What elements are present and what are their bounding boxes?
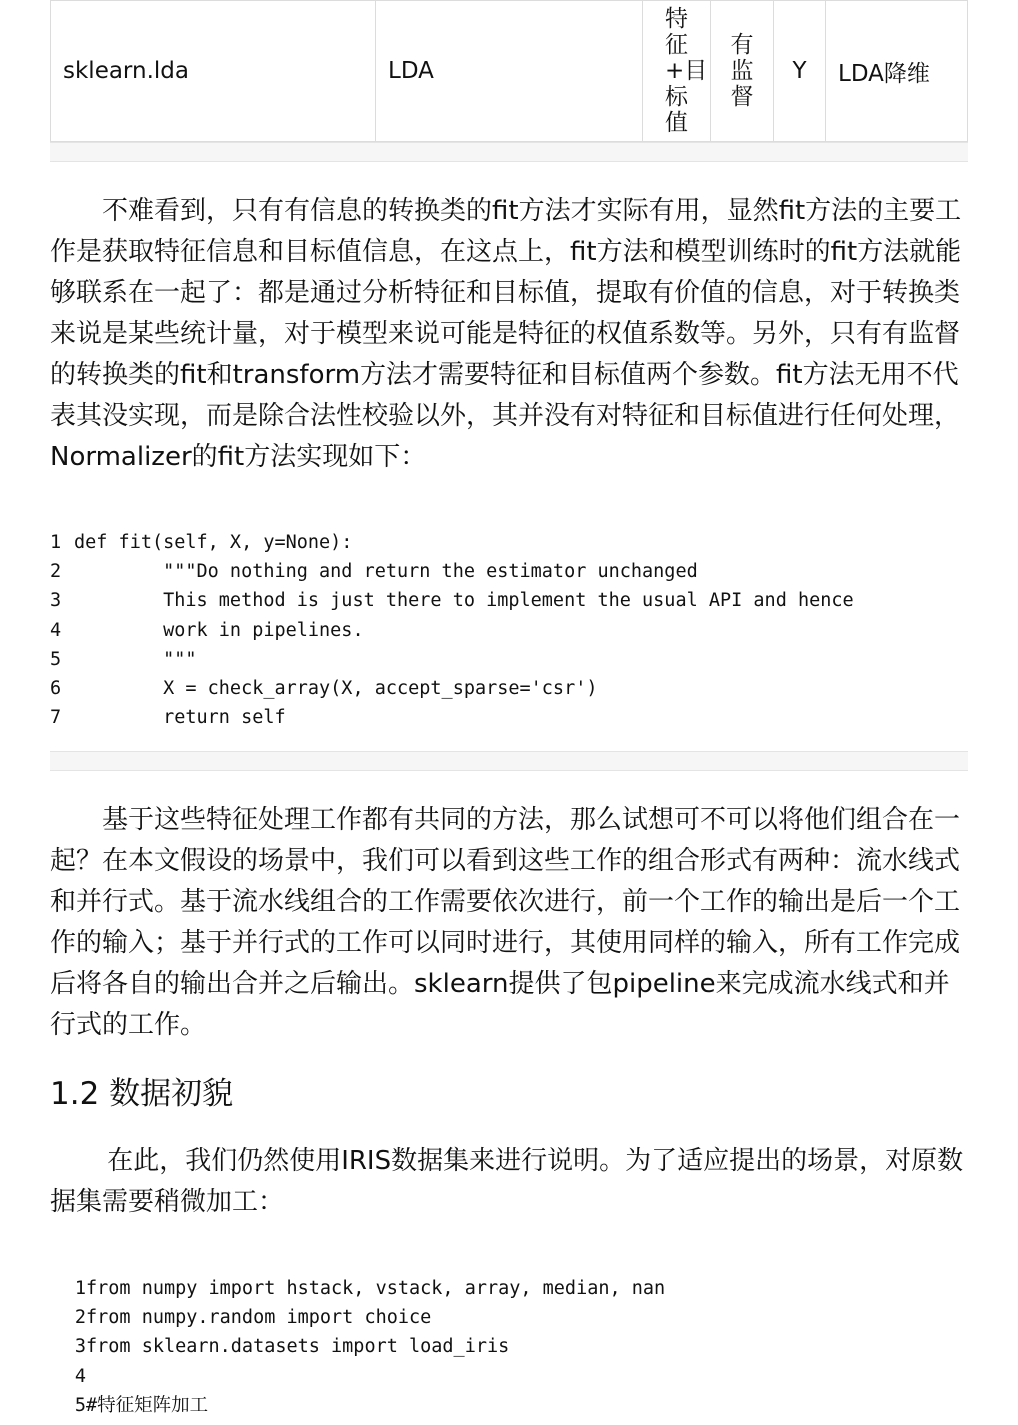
cell-flag: Y <box>774 1 826 142</box>
code-text: """ <box>74 648 197 670</box>
code-line <box>50 1274 968 1303</box>
section-divider <box>50 751 968 771</box>
table-row <box>51 1 968 142</box>
code-text: return self <box>74 707 286 729</box>
cell-param-text: 特征+目标值 <box>665 6 708 136</box>
code-line <box>50 1391 968 1420</box>
cell-description: LDA降维 <box>826 1 968 142</box>
cell-supervised <box>711 1 774 142</box>
code-line <box>50 1303 968 1332</box>
line-number: 5 <box>74 1394 86 1416</box>
line-number: 3 <box>74 1336 86 1358</box>
cell-class: LDA <box>376 1 643 142</box>
code-line <box>50 1332 968 1361</box>
line-number: 4 <box>50 619 62 641</box>
code-text: X = check_array(X, accept_sparse='csr') <box>74 677 598 699</box>
body-paragraph: 在此，我们仍然使用IRIS数据集来进行说明。为了适应提出的场景，对原数据集需要稍微加工： <box>50 1146 964 1217</box>
code-text: from numpy import hstack, vstack, array, median, nan <box>86 1278 666 1299</box>
code-line <box>50 1362 968 1391</box>
cell-module: sklearn.lda <box>51 1 376 142</box>
line-number: 6 <box>50 677 62 699</box>
code-line <box>50 674 968 703</box>
feature-table-grid <box>50 0 968 142</box>
line-number: 5 <box>50 648 62 670</box>
code-line <box>50 616 968 645</box>
cell-supervised-text: 有监督 <box>730 32 754 110</box>
code-line <box>50 703 968 732</box>
code-text: """Do nothing and return the estimator unchanged <box>74 561 698 583</box>
feature-table <box>50 0 968 142</box>
line-number: 3 <box>50 590 62 612</box>
section-divider <box>50 142 968 162</box>
code-text: def fit(self, X, y=None): <box>74 532 353 553</box>
body-paragraph: 基于这些特征处理工作都有共同的方法，那么试想可不可以将他们组合在一起？在本文假设的场景中，我们可以看到这些工作的组合形式有两种：流水线式和并行式。基于流水线组合的工作需要依次进行，前一个工作的输出是后一个工作的输入；基于并行式的工作可以同时进行，其使用同样的输入，所有工作完成后将各自的输出合并之后输出。sklearn提供了包pipeline来完成流水线式和并行式的工作。 <box>50 805 961 1040</box>
line-number: 2 <box>50 561 62 583</box>
code-text: from sklearn.datasets import load_iris <box>86 1336 510 1358</box>
line-number: 4 <box>74 1365 86 1387</box>
code-line <box>50 586 968 615</box>
code-line <box>50 645 968 674</box>
code-line <box>50 528 968 557</box>
code-text: This method is just there to implement the usual API and hence <box>74 590 854 612</box>
body-paragraph: 不难看到，只有有信息的转换类的fit方法才实际有用，显然fit方法的主要工作是获取特征信息和目标值信息，在这点上，fit方法和模型训练时的fit方法就能够联系在一起了：都是通过分析特征和目标值，提取有价值的信息，对于转换类来说是某些统计量，对于模型来说可能是特征的权值系数等。另外，只有有监督的转换类的fit和transform方法才需要特征和目标值两个参数。fit方法无用不代表其没实现，而是除合法性校验以外，其并没有对特征和目标值进行任何处理，Normalizer的fit方法实现如下： <box>50 196 962 472</box>
line-number: 1 <box>50 532 62 553</box>
cell-param <box>643 1 711 142</box>
code-block-iris <box>50 1274 968 1420</box>
code-text: from numpy.random import choice <box>86 1307 432 1329</box>
line-number: 1 <box>74 1278 86 1299</box>
code-block-fit <box>50 528 968 732</box>
code-text: #特征矩阵加工 <box>86 1394 209 1416</box>
section-heading: 1.2 数据初貌 <box>50 1076 234 1112</box>
line-number: 7 <box>50 707 62 729</box>
code-text: work in pipelines. <box>74 619 364 641</box>
line-number: 2 <box>74 1307 86 1329</box>
code-line <box>50 557 968 586</box>
